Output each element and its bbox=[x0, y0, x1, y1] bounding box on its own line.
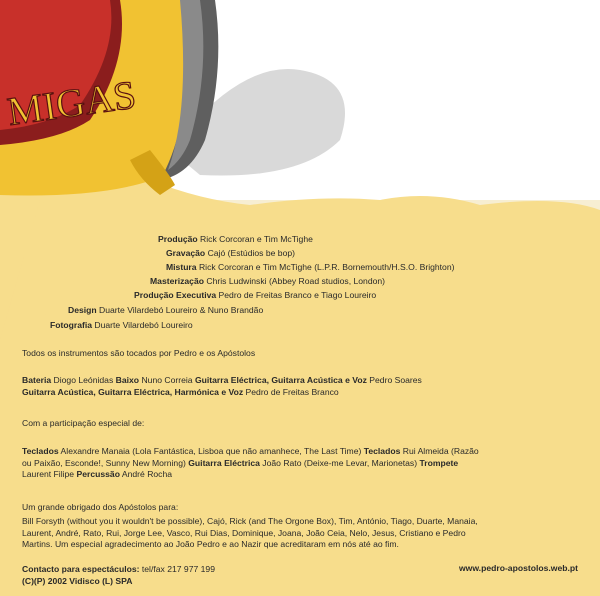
credit-mistura: Mistura Rick Corcoran e Tim McTighe (L.P.R. Bornemouth/H.S.O. Brighton) bbox=[166, 262, 455, 272]
credit-producao-executiva: Produção Executiva Pedro de Freitas Branco e Tiago Loureiro bbox=[134, 290, 377, 300]
band-members: Bateria Diogo Leónidas Baixo Nuno Correia Guitarra Eléctrica, Guitarra Acústica e Voz Pedro Soares Guitarra Acústica, Guitarra Eléctrica, Harmónica e Voz Pedro de Freitas Branco bbox=[22, 375, 422, 397]
thanks-intro: Um grande obrigado dos Apóstolos para: bbox=[22, 502, 179, 512]
website-link[interactable]: www.pedro-apostolos.web.pt bbox=[458, 563, 578, 573]
participation-intro: Com a participação especial de: bbox=[22, 418, 145, 428]
guest-musicians: Teclados Alexandre Manaia (Lola Fantástica, Lisboa que não amanhece, The Last Time) Teclados Rui Almeida (Razão ou Paixão, Esconde!, Sunny New Morning) Guitarra Eléctrica João Rato (Deixe-me Levar, Marionetas) Trompete Laurent Filipe Percussão André Rocha bbox=[22, 446, 479, 479]
credit-masterizacao: Masterização Chris Ludwinski (Abbey Road studios, London) bbox=[150, 276, 386, 286]
thanks-list bbox=[22, 516, 582, 551]
credit-design: Design Duarte Vilardebó Loureiro & Nuno Brandão bbox=[68, 305, 264, 315]
footer-contact: Contacto para espectáculos: tel/fax 217 977 199 (C)(P) 2002 Vidisco (L) SPA bbox=[22, 564, 215, 586]
credit-fotografia: Fotografia Duarte Vilardebó Loureiro bbox=[50, 320, 193, 330]
instruments-intro: Todos os instrumentos são tocados por Pedro e os Apóstolos bbox=[22, 348, 256, 358]
credit-producao: Produção Rick Corcoran e Tim McTighe bbox=[158, 234, 313, 244]
credit-gravacao: Gravação Cajó (Estúdios be bop) bbox=[166, 248, 295, 258]
can-logo: MIGAS bbox=[4, 71, 139, 135]
copyright: (C)(P) 2002 Vidisco (L) SPA bbox=[22, 576, 133, 586]
thanks-line: Bill Forsyth (without you it wouldn't be possible), Cajó, Rick (and The Orgone Box), Tim, António, Tiago, Duarte, Manaia, bbox=[22, 516, 478, 526]
thanks-line: Martins. Um especial agradecimento ao João Pedro e ao Nazir que acreditaram em nós até ao fim. bbox=[22, 539, 399, 549]
thanks-line: Laurent, André, Rato, Rui, Jorge Lee, Vasco, Rui Dias, Dominique, Joana, João Ceia, Nelo, Jesus, Cristiano e Pedro bbox=[22, 527, 466, 538]
